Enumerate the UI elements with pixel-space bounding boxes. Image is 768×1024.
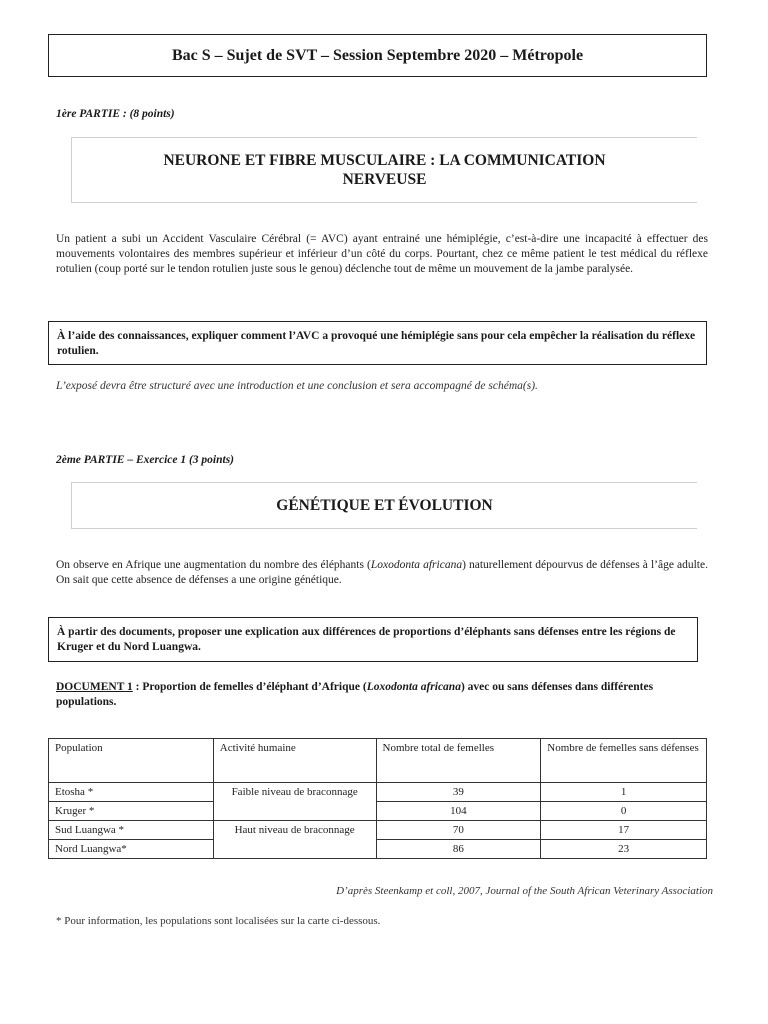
part2-paragraph [56,558,708,588]
part2-question: À partir des documents, proposer une explication aux différences de proportions d’éléphants sans défenses entre les régions de Kruger et du Nord Luangwa. [57,626,676,653]
population-cell: Kruger * [49,802,214,821]
part2-species-name: Loxodonta africana [370,559,463,571]
part1-section-title-line1: NEURONE ET FIBRE MUSCULAIRE : LA COMMUNICATION [163,152,606,169]
part2-paragraph-before: On observe en Afrique une augmentation du nombre des éléphants ( [56,559,371,571]
document1-number: DOCUMENT 1 [56,681,133,693]
part2-section-title-box [71,482,697,529]
document1-title-before: : Proportion de femelles d’éléphant d’Afrique ( [132,681,367,693]
document-title-box [48,34,707,77]
table-header-cell: Activité humaine [213,739,376,783]
part1-section-title-line2: NERVEUSE [342,171,427,188]
total-females-cell: 104 [376,802,541,821]
table-header-row [49,739,707,783]
elephant-data-table [48,738,707,859]
population-cell: Sud Luangwa * [49,821,214,840]
population-cell: Nord Luangwa* [49,840,214,859]
table-header-cell: Nombre total de femelles [376,739,541,783]
table-header-cell: Nombre de femelles sans défenses [541,739,707,783]
total-females-cell: 70 [376,821,541,840]
part2-question-box [48,617,698,662]
table-row [49,821,707,840]
part1-question: À l’aide des connaissances, expliquer comment l’AVC a provoqué une hémiplégie sans pour cela empêcher la réalisation du réflexe rotulien. [57,330,696,357]
part1-label: 1ère PARTIE : (8 points) [56,108,175,120]
part1-section-title-box [71,137,697,203]
footnote: * Pour information, les populations sont localisées sur la carte ci-dessous. [56,915,381,927]
table-row [49,840,707,859]
tuskless-females-cell: 23 [541,840,707,859]
table-header-cell: Population [49,739,214,783]
part1-paragraph: Un patient a subi un Accident Vasculaire Cérébral (= AVC) ayant entrainé une hémiplégie, c’est-à-dire une incapacité à effectuer des mouvements volontaires des membres supérieur et inférieur d’un côté du corps. Pourtant, chez ce même patient le test médical du réflexe rotulien (coup porté sur le tendon rotulien juste sous le genou) déclenche tout de même un mouvement de la jambe paralysée. [56,233,708,275]
document1-title-species: Loxodonta africana [366,681,461,693]
tuskless-females-cell: 1 [541,783,707,802]
activity-cell: Haut niveau de braconnage [213,821,376,859]
tuskless-females-cell: 0 [541,802,707,821]
population-cell: Etosha * [49,783,214,802]
document1-title-after: ) avec ou sans défenses dans différentes populations. [56,681,654,708]
table-row [49,802,707,821]
source-citation: D’après Steenkamp et coll, 2007, Journal of the South African Veterinary Association [336,885,713,897]
total-females-cell: 39 [376,783,541,802]
activity-cell: Faible niveau de braconnage [213,783,376,821]
part1-question-box [48,321,707,365]
document-title: Bac S – Sujet de SVT – Session Septembre 2020 – Métropole [171,46,584,64]
part2-paragraph-after: ) naturellement dépourvus de défenses à l’âge adulte. On sait que cette absence de défenses a une origine génétique. [56,559,708,586]
part1-note: L’exposé devra être structuré avec une introduction et une conclusion et sera accompagné de schéma(s). [56,380,538,392]
part2-label: 2ème PARTIE – Exercice 1 (3 points) [56,454,235,466]
table-row [49,783,707,802]
total-females-cell: 86 [376,840,541,859]
document1-title [56,680,716,710]
part2-section-title: GÉNÉTIQUE ET ÉVOLUTION [276,497,493,514]
tuskless-females-cell: 17 [541,821,707,840]
